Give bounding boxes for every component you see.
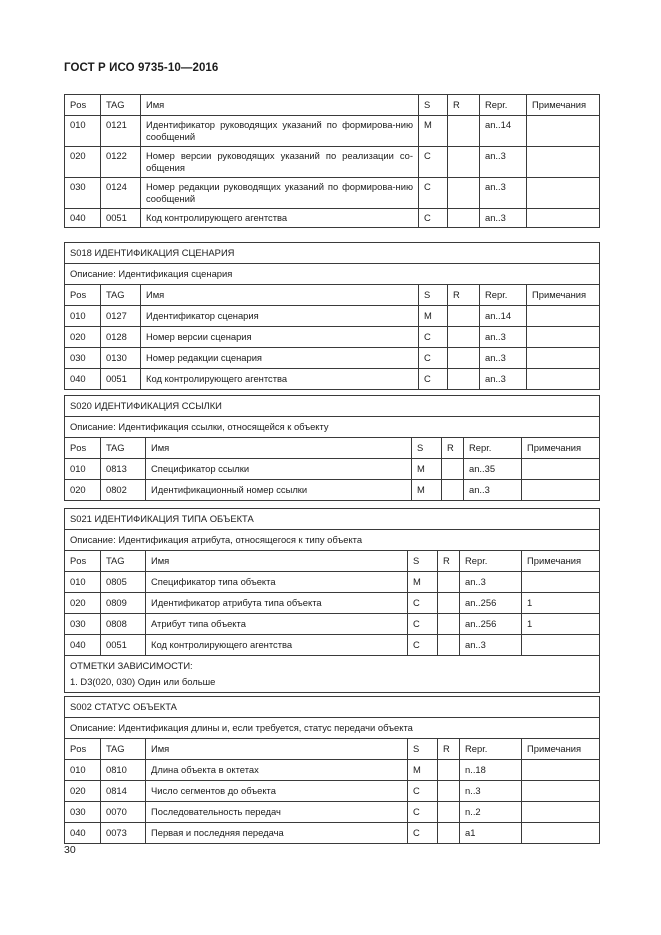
- cell-s: C: [408, 781, 438, 802]
- cell-repr: n..2: [460, 802, 522, 823]
- cell-name: Код контролирующего агентства: [146, 635, 408, 656]
- cell-notes: [522, 480, 600, 501]
- cell-repr: an..3: [460, 572, 522, 593]
- cell-pos: 010: [65, 760, 101, 781]
- cell-notes: [522, 635, 600, 656]
- cell-pos: 020: [65, 480, 101, 501]
- cell-name: Номер версии руководящих указаний по реализации со-общения: [141, 147, 419, 178]
- col-header-tag: TAG: [101, 551, 146, 572]
- table-row: [65, 614, 600, 635]
- cell-name: Спецификатор типа объекта: [146, 572, 408, 593]
- col-header-notes: Примечания: [522, 438, 600, 459]
- cell-notes: [522, 781, 600, 802]
- cell-tag: 0809: [101, 593, 146, 614]
- table-segment-s021: [64, 508, 600, 693]
- col-header-name: Имя: [146, 739, 408, 760]
- cell-pos: 020: [65, 327, 101, 348]
- cell-name: Последовательность передач: [146, 802, 408, 823]
- cell-tag: 0121: [101, 116, 141, 147]
- cell-tag: 0130: [101, 348, 141, 369]
- cell-repr: an..3: [460, 635, 522, 656]
- segment-description: Описание: Идентификация атрибута, относящегося к типу объекта: [65, 530, 600, 551]
- cell-r: [448, 327, 480, 348]
- cell-repr: an..35: [464, 459, 522, 480]
- cell-notes: [527, 178, 600, 209]
- cell-tag: 0802: [101, 480, 146, 501]
- cell-tag: 0124: [101, 178, 141, 209]
- cell-name: Длина объекта в октетах: [146, 760, 408, 781]
- cell-pos: 040: [65, 635, 101, 656]
- cell-tag: 0051: [101, 369, 141, 390]
- cell-name: Код контролирующего агентства: [141, 209, 419, 228]
- cell-tag: 0051: [101, 209, 141, 228]
- cell-repr: a1: [460, 823, 522, 844]
- cell-name: Номер редакции руководящих указаний по формирова-нию сообщений: [141, 178, 419, 209]
- table-segment-s002: [64, 696, 600, 844]
- cell-s: C: [419, 348, 448, 369]
- table-row: [65, 348, 600, 369]
- cell-pos: 010: [65, 116, 101, 147]
- table-header-row: [65, 438, 600, 459]
- table-row: [65, 760, 600, 781]
- cell-r: [448, 369, 480, 390]
- cell-pos: 010: [65, 459, 101, 480]
- cell-r: [448, 178, 480, 209]
- cell-pos: 040: [65, 823, 101, 844]
- cell-tag: 0122: [101, 147, 141, 178]
- table-row: [65, 480, 600, 501]
- cell-notes: [527, 348, 600, 369]
- col-header-notes: Примечания: [527, 95, 600, 116]
- col-header-r: R: [448, 285, 480, 306]
- table-header-row: [65, 285, 600, 306]
- col-header-s: S: [408, 739, 438, 760]
- col-header-tag: TAG: [101, 739, 146, 760]
- col-header-name: Имя: [146, 438, 412, 459]
- table-header-row: [65, 739, 600, 760]
- segment-description: Описание: Идентификация сценария: [65, 264, 600, 285]
- segment-title: S021 ИДЕНТИФИКАЦИЯ ТИПА ОБЪЕКТА: [65, 509, 600, 530]
- cell-r: [438, 635, 460, 656]
- cell-pos: 030: [65, 614, 101, 635]
- table-row: [65, 178, 600, 209]
- cell-tag: 0051: [101, 635, 146, 656]
- cell-repr: an..256: [460, 593, 522, 614]
- cell-notes: [522, 459, 600, 480]
- cell-notes: [527, 116, 600, 147]
- col-header-s: S: [419, 285, 448, 306]
- cell-pos: 020: [65, 147, 101, 178]
- cell-repr: an..3: [480, 178, 527, 209]
- col-header-s: S: [412, 438, 442, 459]
- col-header-repr: Repr.: [480, 95, 527, 116]
- table-row: [65, 209, 600, 228]
- cell-repr: n..18: [460, 760, 522, 781]
- cell-notes: [527, 147, 600, 178]
- cell-tag: 0805: [101, 572, 146, 593]
- cell-pos: 010: [65, 306, 101, 327]
- cell-repr: an..3: [464, 480, 522, 501]
- cell-s: C: [419, 327, 448, 348]
- cell-s: M: [412, 480, 442, 501]
- col-header-tag: TAG: [101, 95, 141, 116]
- cell-s: C: [408, 802, 438, 823]
- cell-notes: 1: [522, 614, 600, 635]
- cell-r: [438, 614, 460, 635]
- cell-notes: 1: [522, 593, 600, 614]
- col-header-notes: Примечания: [522, 739, 600, 760]
- col-header-r: R: [438, 739, 460, 760]
- table-row: [65, 147, 600, 178]
- segment-title: S002 СТАТУС ОБЪЕКТА: [65, 697, 600, 718]
- cell-s: C: [419, 209, 448, 228]
- dependency-notes: [65, 656, 600, 693]
- table-segment-continuation: [64, 94, 600, 228]
- col-header-repr: Repr.: [464, 438, 522, 459]
- cell-name: Идентификационный номер ссылки: [146, 480, 412, 501]
- cell-pos: 010: [65, 572, 101, 593]
- col-header-name: Имя: [146, 551, 408, 572]
- cell-r: [438, 781, 460, 802]
- cell-s: C: [408, 593, 438, 614]
- table-row: [65, 635, 600, 656]
- cell-r: [448, 306, 480, 327]
- col-header-notes: Примечания: [522, 551, 600, 572]
- cell-r: [448, 147, 480, 178]
- table-segment-s018: [64, 242, 600, 390]
- cell-s: M: [412, 459, 442, 480]
- table-row: [65, 781, 600, 802]
- table-row: [65, 306, 600, 327]
- col-header-pos: Pos: [65, 739, 101, 760]
- cell-tag: 0814: [101, 781, 146, 802]
- col-header-pos: Pos: [65, 95, 101, 116]
- dependency-title: ОТМЕТКИ ЗАВИСИМОСТИ:: [70, 660, 193, 671]
- table-row: [65, 369, 600, 390]
- cell-notes: [527, 306, 600, 327]
- cell-pos: 040: [65, 209, 101, 228]
- cell-notes: [522, 802, 600, 823]
- cell-name: Число сегментов до объекта: [146, 781, 408, 802]
- cell-r: [448, 116, 480, 147]
- col-header-pos: Pos: [65, 551, 101, 572]
- document-header: ГОСТ Р ИСО 9735-10—2016: [64, 62, 219, 74]
- cell-name: Первая и последняя передача: [146, 823, 408, 844]
- cell-repr: an..3: [480, 348, 527, 369]
- col-header-pos: Pos: [65, 285, 101, 306]
- cell-name: Номер версии сценария: [141, 327, 419, 348]
- dependency-note: 1. D3(020, 030) Один или больше: [70, 676, 216, 687]
- col-header-repr: Repr.: [460, 551, 522, 572]
- segment-title: S018 ИДЕНТИФИКАЦИЯ СЦЕНАРИЯ: [65, 243, 600, 264]
- cell-repr: an..14: [480, 116, 527, 147]
- cell-notes: [522, 572, 600, 593]
- cell-tag: 0073: [101, 823, 146, 844]
- table-header-row: [65, 551, 600, 572]
- cell-s: C: [408, 635, 438, 656]
- cell-tag: 0808: [101, 614, 146, 635]
- col-header-r: R: [438, 551, 460, 572]
- cell-r: [438, 802, 460, 823]
- segment-description: Описание: Идентификация длины и, если требуется, статус передачи объекта: [65, 718, 600, 739]
- cell-r: [438, 572, 460, 593]
- cell-r: [438, 593, 460, 614]
- cell-s: M: [419, 306, 448, 327]
- col-header-name: Имя: [141, 95, 419, 116]
- col-header-repr: Repr.: [480, 285, 527, 306]
- cell-r: [442, 459, 464, 480]
- cell-name: Идентификатор атрибута типа объекта: [146, 593, 408, 614]
- cell-tag: 0070: [101, 802, 146, 823]
- table-row: [65, 593, 600, 614]
- cell-pos: 030: [65, 178, 101, 209]
- cell-repr: an..14: [480, 306, 527, 327]
- cell-repr: n..3: [460, 781, 522, 802]
- col-header-s: S: [408, 551, 438, 572]
- cell-notes: [527, 209, 600, 228]
- cell-tag: 0128: [101, 327, 141, 348]
- cell-name: Идентификатор сценария: [141, 306, 419, 327]
- cell-pos: 030: [65, 802, 101, 823]
- cell-repr: an..3: [480, 327, 527, 348]
- cell-notes: [527, 327, 600, 348]
- cell-name: Номер редакции сценария: [141, 348, 419, 369]
- table-row: [65, 823, 600, 844]
- cell-name: Идентификатор руководящих указаний по формирова-нию сообщений: [141, 116, 419, 147]
- col-header-pos: Pos: [65, 438, 101, 459]
- cell-s: M: [419, 116, 448, 147]
- col-header-notes: Примечания: [527, 285, 600, 306]
- cell-tag: 0813: [101, 459, 146, 480]
- table-header-row: [65, 95, 600, 116]
- table-row: [65, 327, 600, 348]
- cell-s: C: [419, 147, 448, 178]
- table-row: [65, 572, 600, 593]
- segment-description: Описание: Идентификация ссылки, относящейся к объекту: [65, 417, 600, 438]
- cell-name: Спецификатор ссылки: [146, 459, 412, 480]
- cell-s: M: [408, 572, 438, 593]
- cell-repr: an..3: [480, 369, 527, 390]
- cell-s: C: [408, 614, 438, 635]
- table-row: [65, 459, 600, 480]
- page-number: 30: [64, 844, 76, 856]
- cell-r: [438, 760, 460, 781]
- cell-r: [438, 823, 460, 844]
- cell-s: C: [419, 178, 448, 209]
- cell-pos: 030: [65, 348, 101, 369]
- cell-pos: 020: [65, 781, 101, 802]
- table-segment-s020: [64, 395, 600, 501]
- cell-notes: [527, 369, 600, 390]
- col-header-tag: TAG: [101, 438, 146, 459]
- col-header-s: S: [419, 95, 448, 116]
- cell-repr: an..3: [480, 209, 527, 228]
- cell-r: [448, 209, 480, 228]
- cell-s: C: [408, 823, 438, 844]
- cell-tag: 0810: [101, 760, 146, 781]
- cell-s: C: [419, 369, 448, 390]
- cell-name: Атрибут типа объекта: [146, 614, 408, 635]
- col-header-name: Имя: [141, 285, 419, 306]
- cell-name: Код контролирующего агентства: [141, 369, 419, 390]
- cell-tag: 0127: [101, 306, 141, 327]
- cell-pos: 020: [65, 593, 101, 614]
- cell-repr: an..256: [460, 614, 522, 635]
- cell-notes: [522, 823, 600, 844]
- cell-r: [448, 348, 480, 369]
- col-header-r: R: [448, 95, 480, 116]
- cell-s: M: [408, 760, 438, 781]
- cell-pos: 040: [65, 369, 101, 390]
- col-header-r: R: [442, 438, 464, 459]
- table-row: [65, 116, 600, 147]
- segment-title: S020 ИДЕНТИФИКАЦИЯ ССЫЛКИ: [65, 396, 600, 417]
- cell-r: [442, 480, 464, 501]
- table-row: [65, 802, 600, 823]
- col-header-repr: Repr.: [460, 739, 522, 760]
- cell-notes: [522, 760, 600, 781]
- cell-repr: an..3: [480, 147, 527, 178]
- col-header-tag: TAG: [101, 285, 141, 306]
